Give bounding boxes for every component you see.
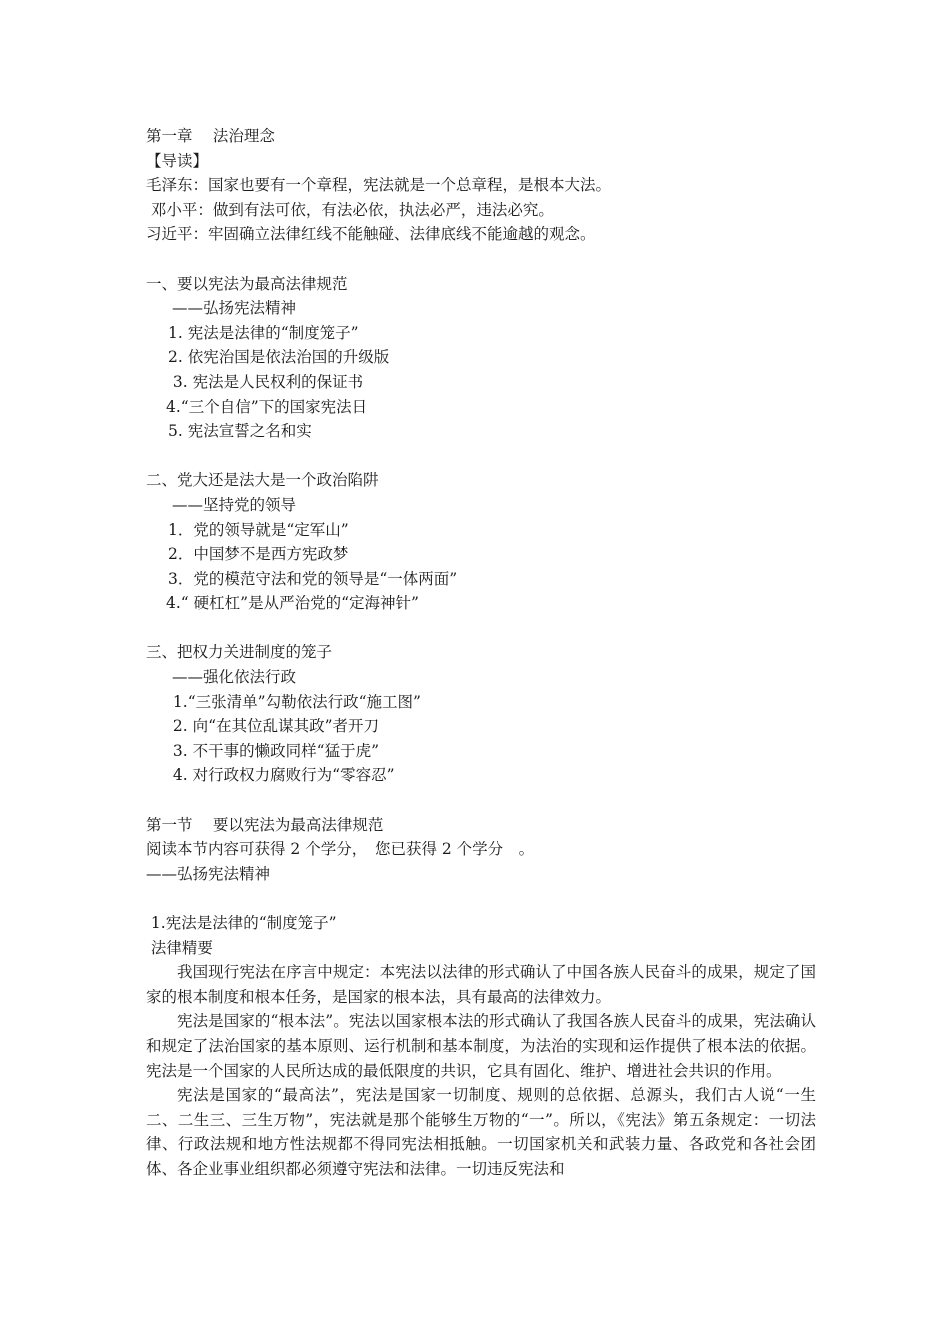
topic-heading: 1.宪法是法律的“制度笼子” — [146, 914, 337, 932]
topic-subheading: 法律精要 — [146, 938, 213, 957]
section1-title: 一、要以宪法为最高法律规范 — [146, 274, 348, 293]
lesson-title: 第一节 要以宪法为最高法律规范 — [146, 815, 384, 834]
section2-item: 1．党的领导就是“定军山” — [168, 520, 349, 539]
section1-item: 3. 宪法是人民权利的保证书 — [168, 372, 364, 391]
section3-title: 三、把权力关进制度的笼子 — [146, 643, 333, 662]
quote-xi: 习近平：牢固确立法律红线不能触碰、法律底线不能逾越的观念。 — [146, 225, 596, 244]
section1-subtitle: ——弘扬宪法精神 — [172, 299, 297, 318]
section2-title: 二、党大还是法大是一个政治陷阱 — [146, 471, 379, 490]
quote-deng: 邓小平：做到有法可依，有法必依，执法必严，违法必究。 — [146, 200, 554, 219]
section3-item: 3. 不干事的懒政同样“猛于虎” — [168, 741, 379, 760]
quote-mao: 毛泽东：国家也要有一个章程，宪法就是一个总章程，是根本大法。 — [146, 176, 612, 195]
body-paragraph: 我国现行宪法在序言中规定：本宪法以法律的形式确认了中国各族人民奋斗的成果，规定了国家的根本制度和根本任务，是国家的根本法，具有最高的法律效力。 — [146, 963, 816, 1006]
blank-line — [146, 886, 816, 911]
section1-item: 1. 宪法是法律的“制度笼子” — [168, 323, 359, 342]
section1-item: 2. 依宪治国是依法治国的升级版 — [168, 348, 390, 367]
section2-subtitle: ——坚持党的领导 — [172, 495, 297, 514]
blank-line — [146, 616, 816, 641]
section2-item: 3．党的模范守法和党的领导是“一体两面” — [168, 569, 458, 588]
document-body — [146, 124, 816, 1182]
blank-line — [146, 788, 816, 813]
section1-item: 4.“三个自信”下的国家宪法日 — [166, 397, 368, 416]
section2-item: 2．中国梦不是西方宪政梦 — [168, 545, 349, 564]
lesson-subtitle: ——弘扬宪法精神 — [146, 864, 271, 883]
chapter-title: 第一章 法治理念 — [146, 127, 275, 145]
section3-item: 2. 向“在其位乱谋其政”者开刀 — [168, 717, 379, 736]
intro-heading: 【导读】 — [146, 151, 209, 170]
section3-item: 1.“三张清单”勾勒依法行政“施工图” — [168, 692, 421, 711]
blank-line — [146, 247, 816, 272]
blank-line — [146, 444, 816, 469]
credits-note: 阅读本节内容可获得 2 个学分， 您已获得 2 个学分 。 — [146, 840, 535, 859]
section1-item: 5. 宪法宣誓之名和实 — [168, 422, 312, 441]
body-paragraph: 宪法是国家的“最高法”，宪法是国家一切制度、规则的总依据、总源头，我们古人说“一生二、二生三、三生万物”，宪法就是那个能够生万物的“一”。所以，《宪法》第五条规定：一切法律、行政法规和地方性法规都不得同宪法相抵触。一切国家机关和武装力量、各政党和各社会团体、各企业事业组织都必须遵守宪法和法律。一切违反宪法和 — [146, 1086, 816, 1178]
body-paragraph: 宪法是国家的“根本法”。宪法以国家根本法的形式确认了我国各族人民奋斗的成果，宪法确认和规定了法治国家的基本原则、运行机制和基本制度，为法治的实现和运作提供了根本法的依据。宪法是一个国家的人民所达成的最低限度的共识，它具有固化、维护、增进社会共识的作用。 — [146, 1012, 816, 1080]
section2-item: 4.“ 硬杠杠”是从严治党的“定海神针” — [166, 594, 419, 613]
section3-item: 4. 对行政权力腐败行为“零容忍” — [168, 766, 395, 785]
section3-subtitle: ——强化依法行政 — [172, 668, 297, 687]
